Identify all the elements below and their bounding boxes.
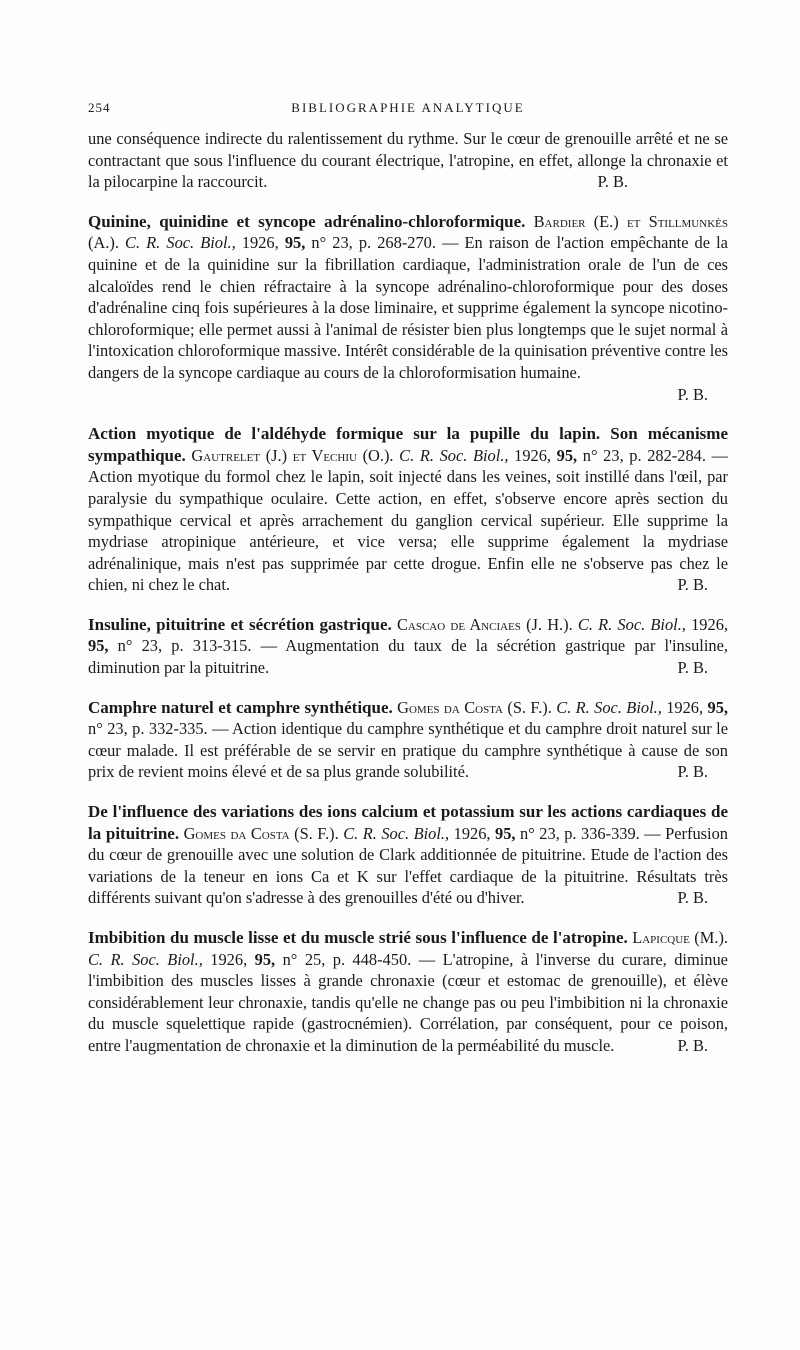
entry-initials: P. B.: [677, 762, 708, 782]
running-title: BIBLIOGRAPHIE ANALYTIQUE: [291, 100, 525, 115]
entry-initials: P. B.: [677, 1035, 708, 1055]
entry-text: — Perfusion du cœur de grenouille avec une solution de Clark additionnée de pituitrine. Etude de l'action des variations de la teneur en ions Ca et K sur l'effet cardiaque de la pituitrine. Résultats très différents suivant qu'on s'adresse à des grenouilles d'été ou d'hiver.: [88, 823, 728, 908]
entry-year: 1926,: [241, 233, 279, 253]
entry-initials: P. B.: [677, 658, 708, 678]
page-number: 254: [88, 100, 111, 115]
entry-title: Insuline, pituitrine et sécrétion gastrique.: [88, 614, 392, 634]
entry-quinine: [88, 211, 728, 405]
entry-volume: 95,: [707, 697, 728, 717]
entry-journal: C. R. Soc. Biol.,: [88, 949, 203, 969]
page-content: [88, 128, 728, 1057]
entry-title: Imbibition du muscle lisse et du muscle strié sous l'influence de l'atropine.: [88, 928, 628, 947]
entry-issue-pages: n° 23, p. 336-339.: [520, 823, 640, 843]
entry-issue-pages: n° 23, p. 332-335.: [88, 719, 208, 739]
entry-volume: 95,: [88, 636, 109, 656]
entry-authors: Lapicque (M.).: [632, 928, 728, 947]
entry-initials: P. B.: [677, 888, 708, 908]
entry-authors: Bardier (E.) et Stillmunkès (A.).: [88, 211, 728, 253]
entry-text: — Action identique du camphre synthétique et du camphre droit naturel sur le cœur malade. Il est préférable de se servir en pratique du camphre synthétique à cause de son prix de revient moins élevé et de sa plus grande solubilité.: [88, 719, 728, 782]
entry-text: — Augmentation du taux de la sécrétion gastrique par l'insuline, diminution par la pituitrine.: [88, 636, 728, 678]
entry-title: Action myotique de l'aldéhyde formique sur la pupille du lapin. Son mécanisme sympathique.: [88, 424, 728, 465]
entry-title: Camphre naturel et camphre synthétique.: [88, 697, 393, 717]
entry-volume: 95,: [254, 949, 276, 969]
continuation-paragraph: [88, 128, 728, 193]
entry-authors: Gomes da Costa (S. F.).: [183, 823, 339, 843]
entry-authors: Gautrelet (J.) et Vechiu (O.).: [191, 445, 394, 465]
entry-volume: 95,: [556, 445, 578, 465]
page-header: [88, 100, 728, 122]
entry-issue-pages: n° 25, p. 448-450.: [282, 949, 412, 969]
entry-issue-pages: n° 23, p. 313-315.: [117, 636, 252, 656]
entry-issue-pages: n° 23, p. 268-270.: [311, 233, 436, 253]
continuation-initials: P. B.: [597, 172, 628, 192]
entry-text: — Action myotique du formol chez le lapin, soit injecté dans les veines, soit instillé dans l'œil, par paralysie du sympathique oculaire. Cette action, en effet, s'observe encore après section du sympathique cervical et après arrachement du ganglion cervical supérieur. Elle supprime la mydriase atropinique antérieure, et vice versa; elle supprime également la mydriase adrénalinique, mais n'est pas supprimée par cette drogue. Enfin elle ne s'observe pas chez le chien, ni chez le chat.: [88, 445, 728, 595]
entry-camphre: [88, 697, 728, 783]
entry-year: 1926,: [210, 949, 248, 969]
entry-volume: 95,: [495, 823, 516, 843]
continuation-text: une conséquence indirecte du ralentissement du rythme. Sur le cœur de grenouille arrêté et ne se contractant que sous l'influence du courant électrique, l'atropine, en effet, allonge la chronaxie et la pilocarpine la raccourcit.: [88, 129, 728, 192]
entry-ions-calcium-potassium: [88, 801, 728, 909]
entry-journal: C. R. Soc. Biol.,: [556, 697, 662, 717]
entry-year: 1926,: [691, 614, 728, 634]
entry-journal: C. R. Soc. Biol.,: [399, 445, 509, 465]
entry-authors: Gomes da Costa (S. F.).: [397, 697, 552, 717]
entry-journal: C. R. Soc. Biol.,: [577, 614, 686, 634]
entry-insuline: [88, 614, 728, 679]
entry-year: 1926,: [666, 697, 704, 717]
entry-aldehyde-formique: [88, 423, 728, 596]
entry-title: Quinine, quinidine et syncope adrénalino-chloroformique.: [88, 211, 526, 231]
entry-initials: P. B.: [677, 575, 708, 595]
entry-volume: 95,: [284, 233, 306, 253]
entry-journal: C. R. Soc. Biol.,: [343, 823, 450, 843]
entry-imbibition: [88, 927, 728, 1057]
entry-authors: Cascao de Anciaes (J. H.).: [396, 614, 573, 634]
entry-year: 1926,: [514, 445, 552, 465]
entry-journal: C. R. Soc. Biol.,: [125, 233, 236, 253]
entry-text: — L'atropine, à l'inverse du curare, diminue l'imbibition des muscles lisses à grande chronaxie (cœur et estomac de grenouille), et élève considérablement leur chronaxie, tandis qu'elle ne change pas ou peu l'imbibition ni la chronaxie du muscle squelettique rapide (gastrocnémien). Corrélation, par conséquent, pour ce poison, entre l'augmentation de chronaxie et la diminution de la perméabilité du muscle.: [88, 949, 728, 1055]
entry-title: De l'influence des variations des ions calcium et potassium sur les actions cardiaques de la pituitrine.: [88, 802, 728, 843]
entry-year: 1926,: [453, 823, 491, 843]
entry-initials: P. B.: [677, 384, 708, 404]
entry-text: — En raison de l'action empêchante de la quinine et de la quinidine sur la fibrillation cardiaque, l'administration orale de l'un de ces alcaloïdes rend le chien réfractaire à la syncope adrénalino-chloroformique pour des doses d'adrénaline cinq fois supérieures à la dose liminaire, et supprime également la syncope nicotino-chloroformique; elle permet aussi à l'animal de résister bien plus longtemps que le sujet normal à l'intoxication chloroformique massive. Intérêt considérable de la quinisation préventive contre les dangers de la syncope cardiaque au cours de la chloroformisation humaine.: [88, 233, 728, 382]
entry-issue-pages: n° 23, p. 282-284.: [582, 445, 706, 465]
